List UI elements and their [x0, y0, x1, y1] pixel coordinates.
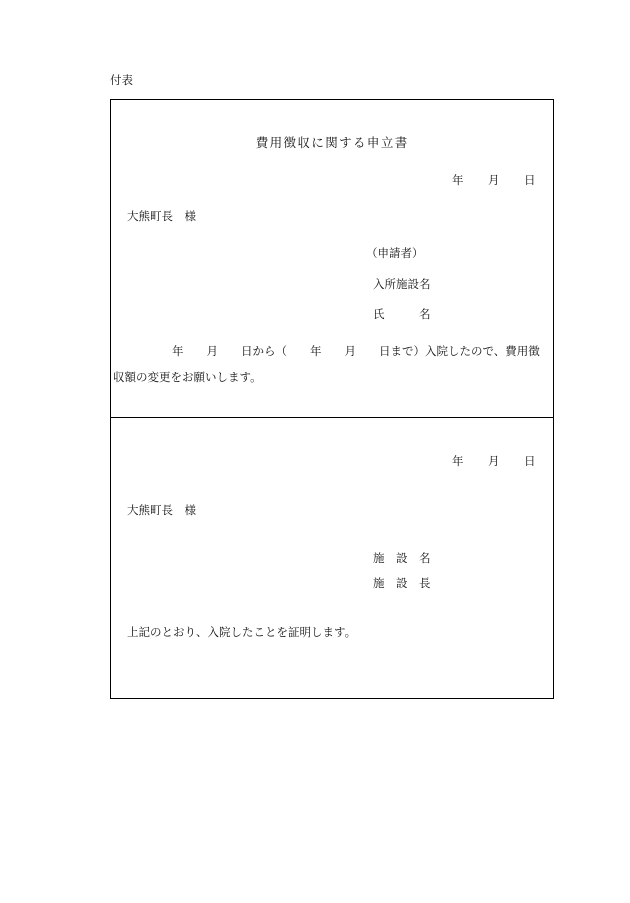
request-text-line2: 収額の変更をお願いします。: [113, 370, 262, 384]
section-divider: [110, 417, 554, 418]
certificate-addressee: 大熊町長 様: [127, 503, 196, 517]
certifying-facility-head-label: 施 設 長: [373, 576, 431, 590]
facility-name-label: 入所施設名: [373, 277, 431, 291]
certificate-date: 年 月 日: [452, 454, 536, 468]
form-title: 費用徴収に関する申立書: [255, 135, 409, 150]
application-addressee: 大熊町長 様: [127, 209, 196, 223]
request-text-line1: 年 月 日から（ 年 月 日まで）入院したので、費用徴: [172, 344, 540, 358]
certifying-facility-name-label: 施 設 名: [373, 551, 431, 565]
applicant-heading: （申請者）: [366, 246, 424, 260]
form-frame: [110, 99, 554, 699]
application-date: 年 月 日: [452, 173, 536, 187]
page-label: 付表: [110, 73, 133, 87]
applicant-name-label: 氏 名: [373, 307, 431, 321]
certificate-statement: 上記のとおり、入院したことを証明します。: [127, 625, 357, 639]
